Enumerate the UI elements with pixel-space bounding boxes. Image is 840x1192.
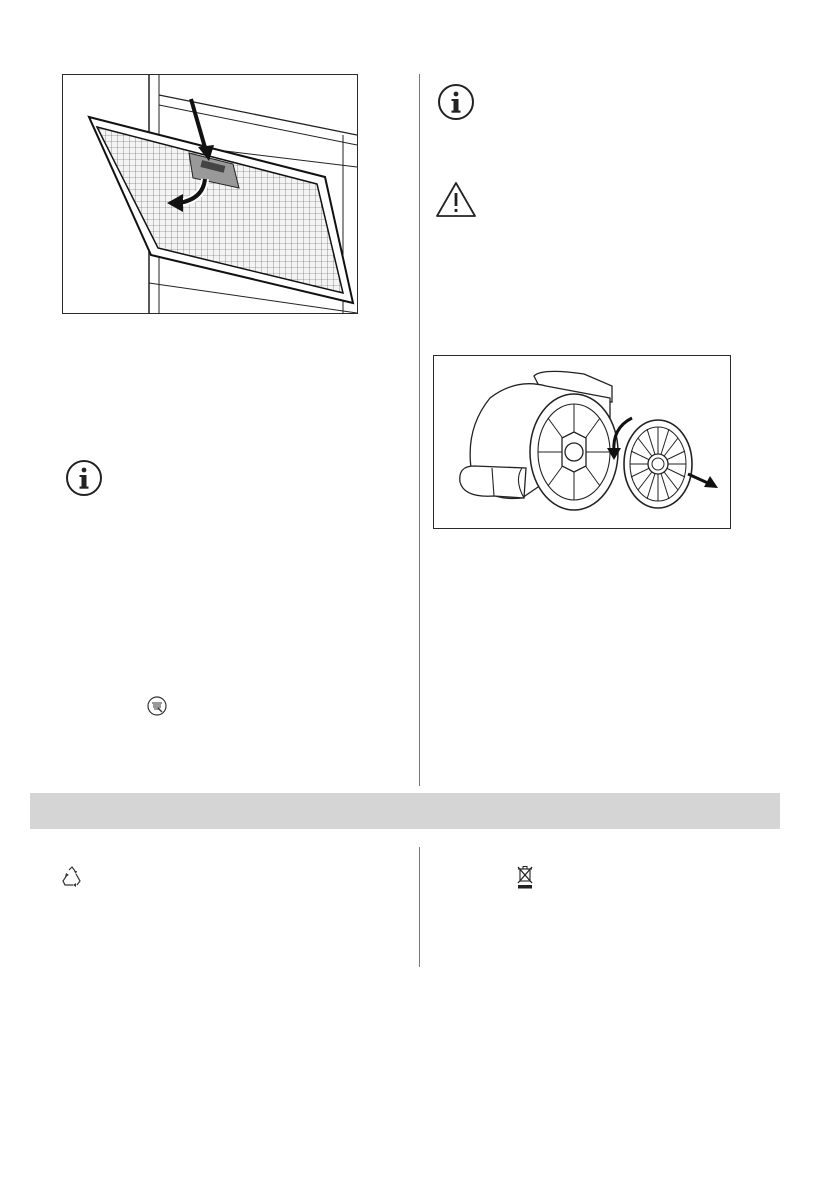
- grease-filter-illustration: [62, 74, 358, 314]
- crossed-out-bin-icon: [515, 864, 535, 890]
- recycling-icon: [60, 865, 84, 889]
- info-icon: [64, 458, 104, 498]
- filter-indicator-icon: [146, 695, 168, 717]
- column-divider-bottom: [419, 847, 420, 967]
- warning-icon: [434, 180, 478, 220]
- carbon-filter-illustration: [433, 355, 731, 529]
- column-divider: [419, 74, 420, 786]
- info-icon: [436, 82, 476, 122]
- section-heading-band: [30, 793, 780, 829]
